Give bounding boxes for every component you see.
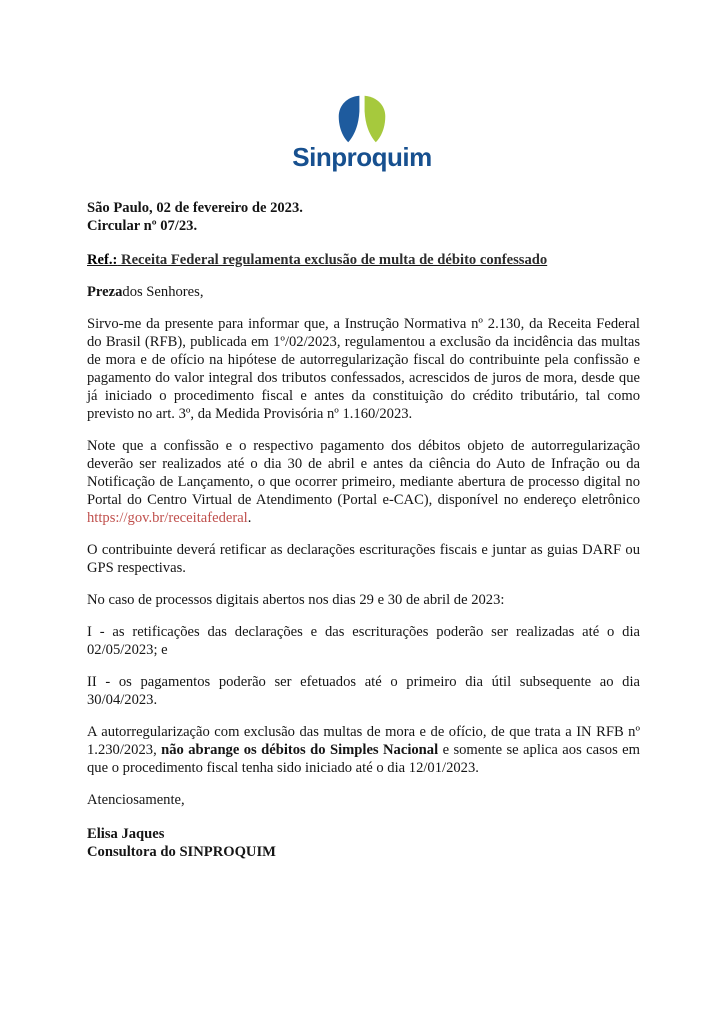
paragraph-digital-processes: No caso de processos digitais abertos nos dias 29 e 30 de abril de 2023: (87, 592, 505, 608)
paragraph-retification: O contribuinte deverá retificar as declarações escriturações fiscais e juntar as guias DARF ou GPS respectivas. (87, 542, 640, 576)
paragraph-deadline-text: Note que a confissão e o respectivo pagamento dos débitos objeto de autorregularização deverão ser realizados até o dia 30 de abril e antes da ciência do Auto de Infração ou da Notificação de Lançamento, o que ocorrer primeiro, mediante abertura de processo digital no Portal do Centro Virtual de Atendimento (Portal e-CAC), disponível no endereço eletrônico (87, 438, 640, 508)
circular-number: Circular nº 07/23. (87, 218, 198, 234)
logo-leaf-right-icon (365, 96, 386, 143)
signature-role: Consultora do SINPROQUIM (87, 844, 276, 860)
paragraph-deadline (87, 437, 640, 527)
letter-body (0, 199, 724, 861)
date-block (87, 199, 640, 235)
brand-name: Sinproquim (292, 142, 432, 172)
list-item-2: II - os pagamentos poderão ser efetuados até o primeiro dia útil subsequente ao dia 30/04/2023. (87, 674, 640, 708)
letterhead (0, 0, 724, 173)
sinproquim-logo-icon (334, 94, 390, 144)
paragraph-intro: Sirvo-me da presente para informar que, a Instrução Normativa nº 2.130, da Receita Federal do Brasil (RFB), publicada em 1º/02/2023, regulamentou a exclusão da incidência das multas de mora e de ofício na hipótese de autorregularização fiscal do contribuinte pela confissão e pagamento do valor integral dos tributos confessados, acrescidos de juros de mora, desde que já iniciado o procedimento fiscal e antes da constituição do crédito tributário, tal como previsto no art. 3º, da Medida Provisória nº 1.160/2023. (87, 316, 640, 422)
salutation-bold-part: Preza (87, 284, 123, 300)
reference-underline (87, 252, 547, 268)
paragraph-deadline-period: . (247, 510, 252, 526)
paragraph-simples-after: e somente se aplica aos casos em que o procedimento fiscal tenha sido iniciado até o dia 12/01/2023. (87, 742, 640, 776)
signature-block (87, 825, 640, 861)
list-item-1: I - as retificações das declarações e das escriturações poderão ser realizadas até o dia 02/05/2023; e (87, 624, 640, 658)
receita-federal-link[interactable]: https://gov.br/receitafederal (87, 510, 248, 526)
paragraph-simples-before: A autorregularização com exclusão das multas de mora e de ofício, de que trata a IN RFB nº 1.230/2023, (87, 724, 640, 758)
salutation (87, 283, 640, 301)
paragraph-simples-bold: não abrange os débitos do Simples Nacional (161, 742, 439, 758)
reference-label: Ref.: (87, 252, 118, 268)
reference-line (87, 251, 640, 269)
signature-name: Elisa Jaques (87, 826, 165, 842)
date-line: São Paulo, 02 de fevereiro de 2023. (87, 200, 303, 216)
reference-title: Receita Federal regulamenta exclusão de multa de débito confessado (117, 252, 548, 268)
logo-leaf-left-icon (339, 96, 360, 143)
closing-salutation: Atenciosamente, (87, 792, 185, 808)
salutation-rest: dos Senhores, (122, 284, 204, 300)
paragraph-simples-nacional (87, 723, 640, 777)
